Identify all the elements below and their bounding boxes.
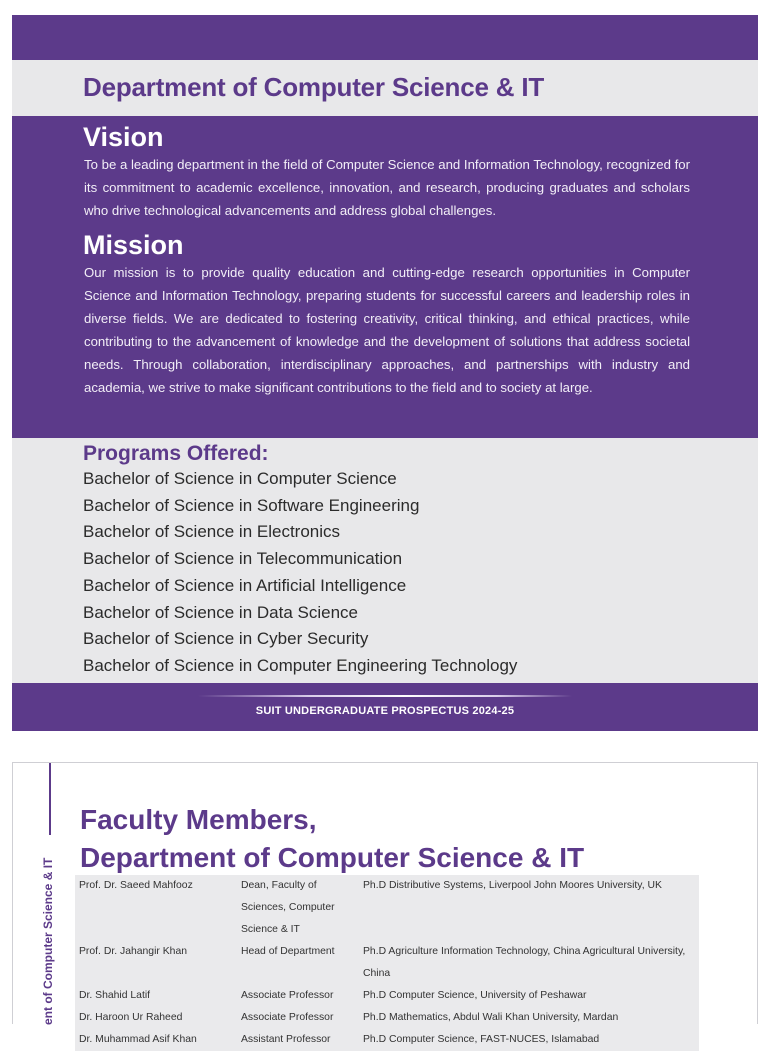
table-row <box>75 941 699 985</box>
faculty-qualification: Ph.D Computer Science, FAST-NUCES, Islamabad <box>363 1034 600 1045</box>
faculty-qualification: Ph.D Computer Science, University of Peshawar <box>363 990 587 1001</box>
faculty-name: Dr. Shahid Latif <box>79 990 151 1001</box>
list-item: Bachelor of Science in Artificial Intelligence <box>83 575 407 595</box>
table-row <box>75 1029 699 1051</box>
list-item: Bachelor of Science in Electronics <box>83 522 341 542</box>
faculty-name: Dr. Haroon Ur Raheed <box>79 1012 183 1023</box>
list-item: Bachelor of Science in Data Science <box>83 602 358 622</box>
footer-text: SUIT UNDERGRADUATE PROSPECTUS 2024-25 <box>255 705 515 717</box>
list-item: Bachelor of Science in Telecommunication <box>83 549 403 569</box>
faculty-title-line2: Department of Computer Science & IT <box>80 842 585 873</box>
side-rule <box>49 763 51 835</box>
faculty-name: Prof. Dr. Saeed Mahfooz <box>79 880 193 891</box>
faculty-title-line1: Faculty Members, <box>80 804 317 835</box>
faculty-name: Prof. Dr. Jahangir Khan <box>79 946 188 957</box>
faculty-role: Associate Professor <box>241 990 334 1001</box>
programs-list <box>83 466 517 680</box>
top-band <box>12 15 758 60</box>
footer-divider <box>198 695 572 697</box>
faculty-role: Dean, Faculty of Sciences, Computer Science & IT <box>241 880 335 935</box>
faculty-qualification: Ph.D Distributive Systems, Liverpool John Moores University, UK <box>363 880 662 891</box>
programs-section <box>12 438 758 683</box>
mission-text: Our mission is to provide quality education and cutting-edge research opportunities in Computer Science and Information Technology, preparing students for successful careers and leadership roles in diverse fields. We are dedicated to fostering creativity, critical thinking, and ethical practices, while contributing to the advancement of knowledge and the development of solutions that address societal needs. Through collaboration, interdisciplinary approaches, and partnerships with industry and academia, we strive to make significant contributions to the field and to society at large. <box>84 265 690 395</box>
table-row <box>75 875 699 941</box>
table-row <box>75 985 699 1007</box>
faculty-role: Assistant Professor <box>241 1034 331 1045</box>
programs-heading: Programs Offered: <box>83 442 269 465</box>
prospectus-page-faculty <box>12 762 758 1045</box>
vision-heading: Vision <box>83 122 164 152</box>
page-footer <box>12 683 758 731</box>
faculty-qualification: Ph.D Agriculture Information Technology, China Agricultural University, China <box>363 946 686 979</box>
list-item: Bachelor of Science in Computer Engineering Technology <box>83 655 518 675</box>
title-band <box>12 60 758 116</box>
vision-mission-section <box>12 116 758 438</box>
list-item: Bachelor of Science in Software Engineering <box>83 495 420 515</box>
faculty-title <box>80 801 584 877</box>
table-row <box>75 1007 699 1029</box>
page-title: Department of Computer Science & IT <box>83 72 545 102</box>
list-item: Bachelor of Science in Cyber Security <box>83 629 369 649</box>
faculty-table <box>75 875 699 1051</box>
faculty-qualification: Ph.D Mathematics, Abdul Wali Khan University, Mardan <box>363 1012 619 1023</box>
vision-text: To be a leading department in the field of Computer Science and Information Technology, recognized for its commitment to academic excellence, innovation, and research, producing graduates and scholars who drive technological advancements and address global challenges. <box>84 157 690 218</box>
faculty-role: Head of Department <box>241 946 335 957</box>
list-item: Bachelor of Science in Computer Science <box>83 469 397 488</box>
faculty-role: Associate Professor <box>241 1012 334 1023</box>
side-running-head: ent of Computer Science & IT <box>41 857 55 1025</box>
prospectus-page-dept-overview <box>12 15 758 731</box>
faculty-name: Dr. Muhammad Asif Khan <box>79 1034 197 1045</box>
mission-heading: Mission <box>83 230 184 260</box>
